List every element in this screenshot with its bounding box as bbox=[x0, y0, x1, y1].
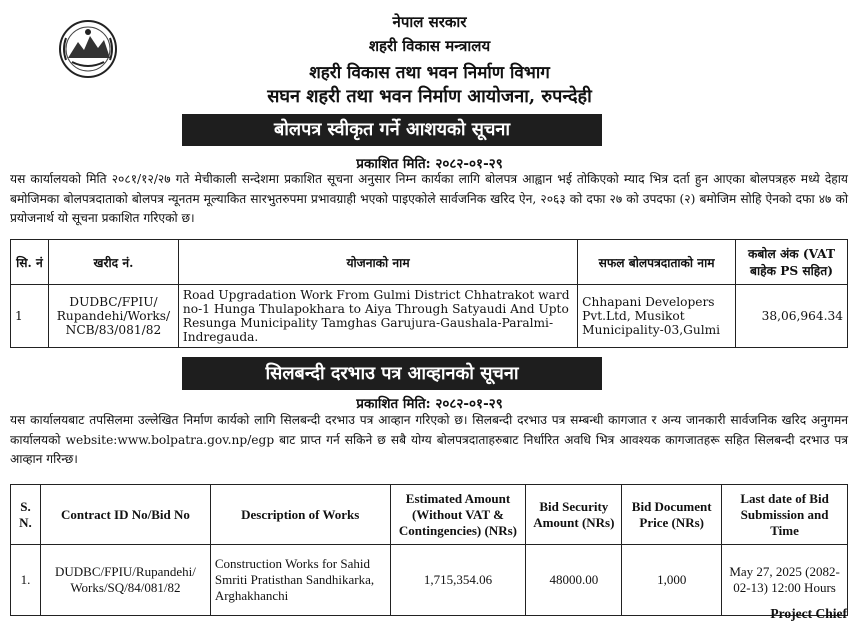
notice1-published-date: प्रकाशित मिति: २०८२-०१-२९ bbox=[356, 156, 503, 172]
notice1-title: बोलपत्र स्वीकृत गर्ने आशयको सूचना bbox=[182, 114, 602, 146]
signature-project-chief: Project Chief bbox=[770, 606, 847, 621]
header-government: नेपाल सरकार bbox=[392, 13, 467, 31]
cell-doc-price: 1,000 bbox=[622, 545, 722, 616]
notice2-title: सिलबन्दी दरभाउ पत्र आव्हानको सूचना bbox=[182, 357, 602, 390]
col-project-name: योजनाको नाम bbox=[178, 240, 577, 285]
cell-amount: 38,06,964.34 bbox=[736, 285, 848, 348]
col-sn: सि. नं bbox=[11, 240, 49, 285]
cell-estimated-amount: 1,715,354.06 bbox=[390, 545, 526, 616]
col-deadline: Last date of Bid Submission and Time bbox=[722, 485, 848, 545]
cell-bidder: Chhapani Developers Pvt.Ltd, Musikot Municipality-03,Gulmi bbox=[578, 285, 736, 348]
cell-bid-security: 48000.00 bbox=[526, 545, 622, 616]
table-header-row bbox=[11, 240, 848, 285]
col-bidder: सफल बोलपत्रदाताको नाम bbox=[578, 240, 736, 285]
col-contract-id: Contract ID No/Bid No bbox=[40, 485, 210, 545]
col-amount: कबोल अंक (VAT बाहेक PS सहित) bbox=[736, 240, 848, 285]
cell-sn: 1. bbox=[11, 545, 41, 616]
notice1-table bbox=[10, 239, 848, 348]
table-row bbox=[11, 285, 848, 348]
cell-project: Road Upgradation Work From Gulmi District Chhatrakot ward no-1 Hunga Thulapokhara to Aiya Through Satyaudi And Upto Resunga Municipality Tamghas Garujura-Gaushala-Paralmi-Indregauda. bbox=[178, 285, 577, 348]
col-doc-price: Bid Document Price (NRs) bbox=[622, 485, 722, 545]
col-sn: S. N. bbox=[11, 485, 41, 545]
col-description: Description of Works bbox=[210, 485, 390, 545]
cell-bid-no: DUDBC/FPIU/ Rupandehi/Works/ NCB/83/081/82 bbox=[48, 285, 178, 348]
cell-sn: 1 bbox=[11, 285, 49, 348]
cell-contract-id: DUDBC/FPIU/Rupandehi/ Works/SQ/84/081/82 bbox=[40, 545, 210, 616]
col-bid-security: Bid Security Amount (NRs) bbox=[526, 485, 622, 545]
notice2-paragraph: यस कार्यालयबाट तपसिलमा उल्लेखित निर्माण कार्यको लागि सिलबन्दी दरभाउ पत्र आव्हान गरिएको छ। सिलबन्दी दरभाउ पत्र सम्बन्धी कागजात र अन्य जानकारी सार्वजनिक खरिद अनुगमन कार्यालयको website:www.bolpatra.gov.np/egp बाट प्राप्त गर्न सकिने छ सबै योग्य बोलपत्रदाताहरुबाट निर्धारित अवधि भित्र आवश्यक कागजातहरू सहित सिलबन्दी दरभाउ पत्र आव्हान गरिन्छ। bbox=[10, 413, 848, 466]
notice2-published-date: प्रकाशित मिति: २०८२-०१-२९ bbox=[356, 396, 503, 412]
table-header-row bbox=[11, 485, 848, 545]
header-project-office: सघन शहरी तथा भवन निर्माण आयोजना, रुपन्देही bbox=[267, 86, 592, 107]
col-estimated-amount: Estimated Amount (Without VAT & Contingencies) (NRs) bbox=[390, 485, 526, 545]
notice2-table bbox=[10, 484, 848, 616]
col-bid-no: खरीद नं. bbox=[48, 240, 178, 285]
header-department: शहरी विकास तथा भवन निर्माण विभाग bbox=[309, 63, 550, 83]
header-ministry: शहरी विकास मन्त्रालय bbox=[368, 37, 491, 55]
cell-deadline: May 27, 2025 (2082-02-13) 12:00 Hours bbox=[722, 545, 848, 616]
notice1-paragraph: यस कार्यालयको मिति २०८१/१२/२७ गते मेचीकाली सन्देशमा प्रकाशित सूचना अनुसार निम्न कार्यका लागि बोलपत्र आह्वान भई तोकिएको म्याद भित्र दर्ता हुन आएका बोलपत्रहरु मध्ये देहाय बमोजिमका बोलपत्रदाताको बोलपत्र न्यूनतम मूल्याकित सारभुतरुपमा प्रभावग्राही भएको पाइएकोले सार्वजनिक खरिद ऐन, २०६३ को दफा २७ को उपदफा (२) बमोजिम सोहि ऐनको दफा ४७ को प्रयोजनार्थ यो सूचना प्रकाशित गरिएको छ। bbox=[10, 172, 848, 225]
table-row bbox=[11, 545, 848, 616]
cell-description: Construction Works for Sahid Smriti Pratisthan Sandhikarka, Arghakhanchi bbox=[210, 545, 390, 616]
